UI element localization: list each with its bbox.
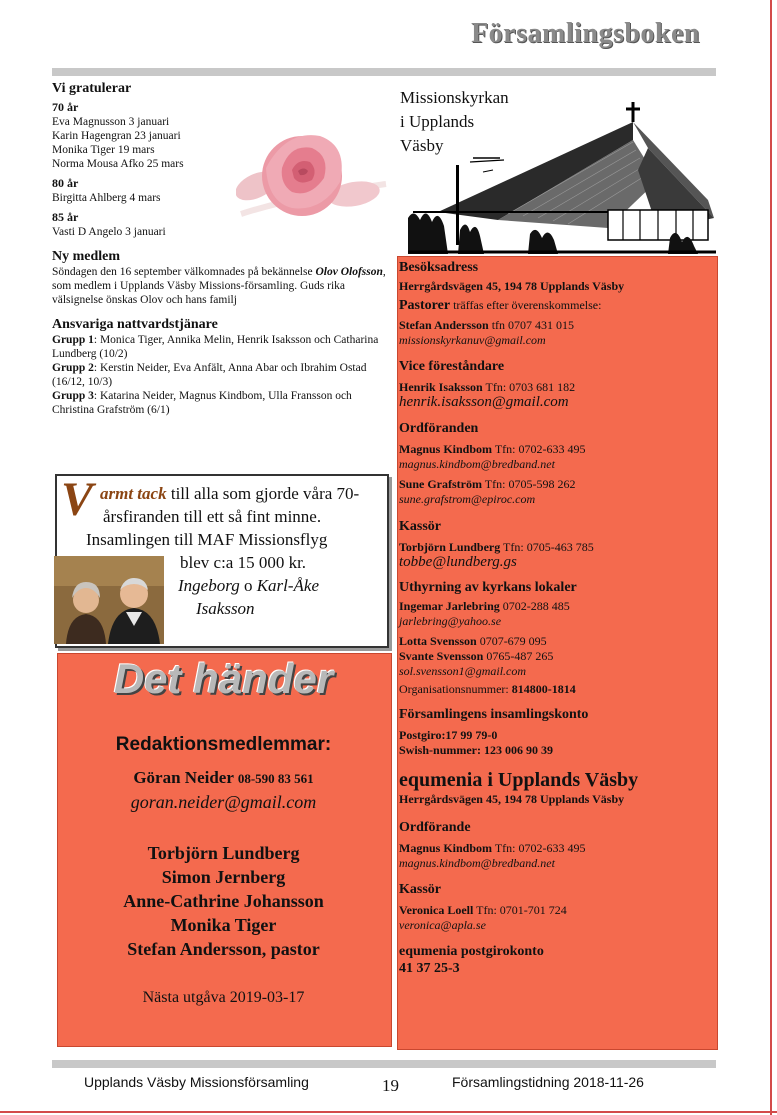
rental1-line (399, 599, 714, 614)
vice-line (399, 380, 714, 395)
chair2-line (399, 477, 714, 492)
pastor-line (399, 318, 714, 333)
treasurer-phone: Tfn: 0705-463 785 (500, 540, 594, 554)
group-label: Grupp 1 (52, 334, 94, 346)
birthday-item: Vasti D Angelo 3 januari (52, 226, 166, 238)
communion-group (52, 361, 390, 389)
birthday-item: Norma Mousa Afko 25 mars (52, 158, 184, 170)
thanks-line-1 (100, 483, 384, 505)
signature-name: Ingeborg (178, 576, 240, 595)
next-issue: Nästa utgåva 2019-03-17 (142, 989, 305, 1006)
eq-treasurer-heading: Kassör (399, 882, 441, 897)
thanks-signature-surname (196, 598, 255, 620)
thanks-line-4: blev c:a 15 000 kr. (180, 553, 307, 572)
editor-name: Anne-Cathrine Johansson (123, 891, 324, 911)
group-label: Grupp 2 (52, 362, 94, 374)
eq-chair-email: magnus.kindbom@bredband.net (399, 856, 555, 870)
eq-chair-heading: Ordförande (399, 820, 471, 835)
pastors-text: träffas efter överenskommelse: (450, 298, 602, 312)
couple-photo (54, 556, 164, 644)
rental3-email: sol.svensson1@gmail.com (399, 664, 527, 678)
new-member-intro: Söndagen den 16 september välkomnades på bekännelse (52, 266, 313, 278)
group-text: : Kerstin Neider, Eva Anfält, Anna Abar och Ibrahim Ostad (16/12, 10/3) (52, 362, 367, 388)
page-edge-bottom (0, 1111, 777, 1113)
editors-heading: Redaktionsmedlemmar: (115, 734, 332, 755)
signature-surname: Isaksson (196, 599, 255, 618)
communion-heading: Ansvariga nattvardstjänare (52, 317, 218, 332)
org-label: Organisationsnummer: (399, 682, 512, 696)
congratulations-heading: Vi gratulerar (52, 81, 132, 96)
rose-image (236, 116, 390, 226)
eq-giro-number: 41 37 25-3 (399, 961, 460, 976)
treasurer-line (399, 540, 714, 555)
editor-name: Simon Jernberg (161, 867, 286, 887)
rental1-name: Ingemar Jarlebring (399, 599, 500, 613)
pastors-line (399, 297, 714, 314)
eq-treasurer-phone: Tfn: 0701-701 724 (473, 903, 567, 917)
signature-and: o (243, 576, 253, 595)
page-number: 19 (382, 1076, 399, 1095)
page-title: Församlingsboken (471, 18, 700, 49)
eq-chair-phone: Tfn: 0702-633 495 (492, 841, 586, 855)
communion-group (52, 389, 390, 417)
rental3-phone: 0765-487 265 (483, 649, 554, 663)
thanks-line-2: årsfiranden till ett så fint minne. (103, 507, 322, 526)
footer-organization: Upplands Väsby Missionsförsamling (84, 1074, 309, 1090)
editors-list (57, 841, 390, 961)
events-title: Det händer (113, 655, 334, 702)
chair-heading: Ordföranden (399, 421, 479, 436)
age-heading: 70 år (52, 100, 79, 114)
editor-main-email: goran.neider@gmail.com (130, 792, 317, 812)
swish-number: Swish-nummer: 123 006 90 39 (399, 743, 554, 757)
rental3-line (399, 649, 714, 664)
pastor-name: Stefan Andersson (399, 318, 489, 332)
rental2-phone: 0707-679 095 (476, 634, 547, 648)
new-member-text (52, 265, 388, 307)
eq-chair-name: Magnus Kindbom (399, 841, 493, 855)
org-number: 814800-1814 (511, 682, 576, 696)
new-member-name: Olov Olofsson (315, 266, 383, 278)
birthday-item: Monika Tiger 19 mars (52, 144, 155, 156)
chair2-phone: Tfn: 0705-598 262 (482, 477, 576, 491)
postgiro: Postgiro:17 99 79-0 (399, 728, 498, 742)
eq-giro-heading: equmenia postgirokonto (399, 944, 544, 959)
age-heading: 80 år (52, 176, 79, 190)
pastor-email: missionskyrkanuv@gmail.com (399, 333, 546, 347)
thanks-line-3: Insamlingen till MAF Missionsflyg (86, 530, 328, 549)
treasurer-email: tobbe@lundberg.gs (399, 554, 517, 570)
equmenia-address: Herrgårdsvägen 45, 194 78 Upplands Väsby (399, 792, 625, 806)
bottom-divider (52, 1060, 716, 1068)
thanks-signature (178, 575, 319, 597)
rental2-line (399, 634, 714, 649)
communion-group (52, 333, 390, 361)
treasurer-heading: Kassör (399, 519, 441, 534)
church-drawing (408, 100, 716, 254)
group-text: : Katarina Neider, Magnus Kindbom, Ulla Fransson och Christina Grafström (6/1) (52, 390, 352, 416)
vice-email: henrik.isaksson@gmail.com (399, 394, 569, 410)
eq-treasurer-line (399, 903, 714, 918)
thanks-text: till alla som gjorde våra 70- (166, 484, 360, 503)
eq-treasurer-email: veronica@apla.se (399, 918, 486, 932)
org-number-line (399, 682, 714, 697)
new-member-rest: , som medlem i Upplands Väsby Missions-församling. Guds rika välsignelse önskas Olov och hans familj (52, 266, 386, 306)
chair2-name: Sune Grafström (399, 477, 482, 491)
rental-heading: Uthyrning av kyrkans lokaler (399, 580, 577, 595)
editor-name: Stefan Andersson, pastor (127, 939, 320, 959)
age-heading: 85 år (52, 210, 79, 224)
new-member-heading: Ny medlem (52, 249, 121, 264)
church-name-line: i Upplands (400, 112, 475, 131)
editor-main (57, 768, 390, 788)
rental1-phone: 0702-288 485 (499, 599, 570, 613)
group-text: : Monica Tiger, Annika Melin, Henrik Isaksson och Catharina Lundberg (10/2) (52, 334, 379, 360)
visit-address: Herrgårdsvägen 45, 194 78 Upplands Väsby (399, 279, 625, 293)
collection-heading: Församlingens insamlingskonto (399, 707, 589, 722)
footer-issue: Församlingstidning 2018-11-26 (452, 1074, 644, 1090)
editor-name: Monika Tiger (170, 915, 277, 935)
rental3-name: Svante Svensson (399, 649, 484, 663)
top-divider (52, 68, 716, 76)
editor-main-name: Göran Neider (133, 768, 234, 787)
church-name-line: Missionskyrkan (400, 88, 509, 107)
eq-chair-line (399, 841, 714, 856)
treasurer-name: Torbjörn Lundberg (399, 540, 501, 554)
eq-treasurer-name: Veronica Loell (399, 903, 474, 917)
birthday-item: Eva Magnusson 3 januari (52, 116, 170, 128)
drop-cap: V (61, 473, 94, 526)
vice-heading: Vice föreståndare (399, 359, 505, 374)
chair1-email: magnus.kindbom@bredband.net (399, 457, 555, 471)
visit-heading: Besöksadress (399, 260, 479, 275)
rental1-email: jarlebring@yahoo.se (399, 614, 502, 628)
chair1-phone: Tfn: 0702-633 495 (492, 442, 586, 456)
chair1-name: Magnus Kindbom (399, 442, 493, 456)
equmenia-heading: equmenia i Upplands Väsby (399, 769, 639, 791)
vice-phone: Tfn: 0703 681 182 (482, 380, 576, 394)
rental2-name: Lotta Svensson (399, 634, 477, 648)
signature-name: Karl-Åke (256, 576, 320, 595)
page-edge-right (770, 0, 772, 1115)
birthday-item: Birgitta Ahlberg 4 mars (52, 192, 161, 204)
pastor-phone: tfn 0707 431 015 (488, 318, 575, 332)
church-name-line: Väsby (400, 136, 444, 155)
editor-main-phone: 08-590 83 561 (237, 771, 314, 786)
pastors-label: Pastorer (399, 298, 451, 313)
chair1-line (399, 442, 714, 457)
birthday-item: Karin Hagengran 23 januari (52, 130, 181, 142)
chair2-email: sune.grafstrom@epiroc.com (399, 492, 536, 506)
contacts-list (399, 259, 714, 977)
vice-name: Henrik Isaksson (399, 380, 483, 394)
group-label: Grupp 3 (52, 390, 94, 402)
thanks-emphasis: armt tack (100, 484, 167, 503)
editor-name: Torbjörn Lundberg (147, 843, 300, 863)
